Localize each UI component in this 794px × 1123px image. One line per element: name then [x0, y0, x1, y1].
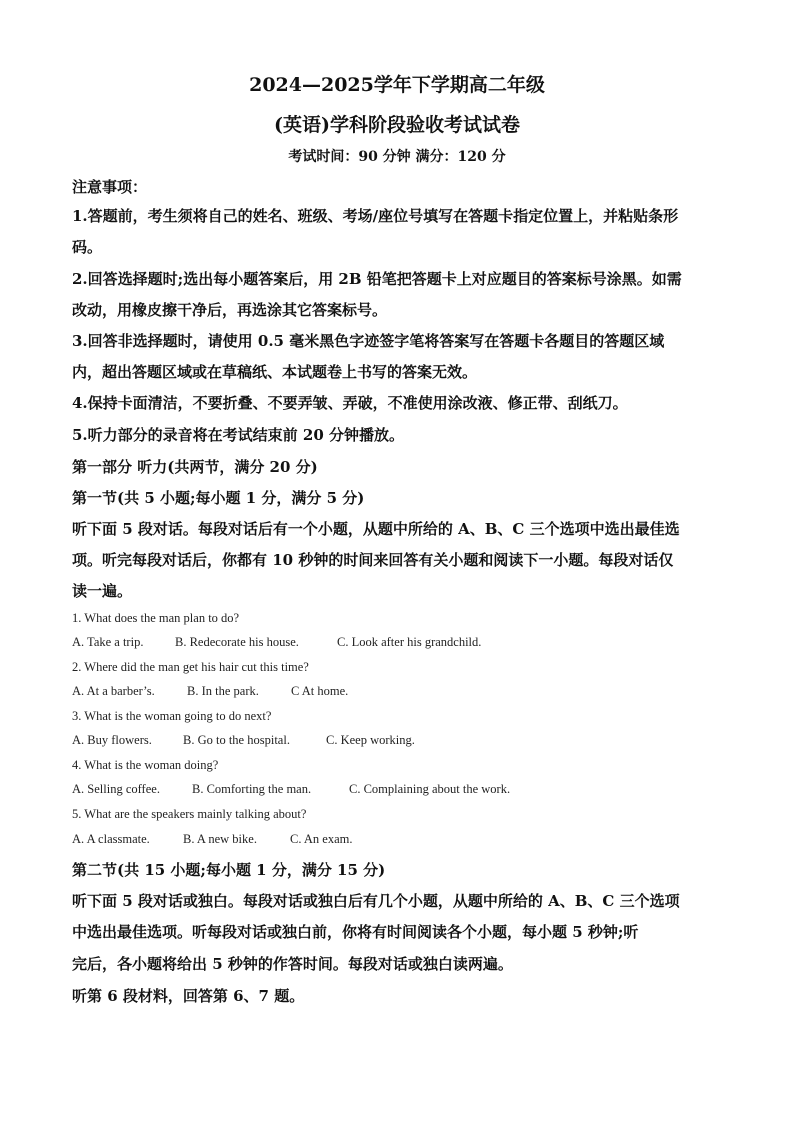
notes-heading: 注意事项：: [72, 178, 148, 196]
option-b: B. Comforting the man.: [192, 782, 312, 796]
option-b: B. Go to the hospital.: [183, 733, 290, 747]
option-b: B. In the park.: [187, 684, 259, 698]
question-stem: 4. What is the woman doing?: [72, 758, 219, 772]
option-a: A. At a barber’s.: [72, 684, 155, 698]
option-c: C. Complaining about the work.: [349, 782, 511, 796]
exam-title-line2: (英语)学科阶段验收考试试卷: [274, 114, 520, 136]
question-options: [72, 635, 481, 650]
option-a: A. Take a trip.: [72, 635, 144, 649]
option-c: C. An exam.: [290, 832, 353, 846]
option-a: A. Buy flowers.: [72, 733, 152, 747]
question-options: [72, 733, 415, 748]
note-line: 4.保持卡面清洁，不要折叠、不要弄皱、弄破，不准使用涂改液、修正带、刮纸刀。: [72, 394, 628, 412]
option-c: C At home.: [291, 684, 349, 698]
option-a: A. Selling coffee.: [72, 782, 160, 796]
exam-info: 考试时间：90 分钟 满分：120 分: [288, 149, 506, 165]
note-line: 5.听力部分的录音将在考试结束前 20 分钟播放。: [72, 426, 404, 444]
note-line: 码。: [72, 238, 103, 256]
section2-instruction: 完后，各小题将给出 5 秒钟的作答时间。每段对话或独白读两遍。: [72, 955, 513, 973]
section2-instruction: 听下面 5 段对话或独白。每段对话或独白后有几个小题，从题中所给的 A、B、C 三个选项: [72, 892, 680, 910]
question-options: [72, 782, 510, 797]
note-line: 内，超出答题区域或在草稿纸、本试题卷上书写的答案无效。: [72, 363, 478, 381]
question-stem: 5. What are the speakers mainly talking about?: [72, 807, 307, 821]
note-line: 3.回答非选择题时，请使用 0.5 毫米黑色字迹签字笔将答案写在答题卡各题目的答题区域: [72, 332, 665, 350]
question-stem: 3. What is the woman going to do next?: [72, 709, 272, 723]
note-line: 改动，用橡皮擦干净后，再选涂其它答案标号。: [72, 301, 388, 319]
section1-instruction: 听下面 5 段对话。每段对话后有一个小题，从题中所给的 A、B、C 三个选项中选出最佳选: [72, 520, 680, 538]
option-c: C. Look after his grandchild.: [337, 635, 482, 649]
question-stem: 1. What does the man plan to do?: [72, 611, 240, 625]
note-line: 1.答题前，考生须将自己的姓名、班级、考场/座位号填写在答题卡指定位置上，并粘贴条形: [72, 207, 679, 225]
option-c: C. Keep working.: [326, 733, 415, 747]
option-a: A. A classmate.: [72, 832, 150, 846]
option-b: B. Redecorate his house.: [175, 635, 299, 649]
part1-heading: 第一部分 听力(共两节，满分 20 分): [72, 458, 318, 476]
question-options: [72, 832, 353, 847]
section2-heading: 第二节(共 15 小题;每小题 1 分，满分 15 分): [72, 861, 386, 879]
question-stem: 2. Where did the man get his hair cut this time?: [72, 660, 309, 674]
exam-title-line1: 2024—2025学年下学期高二年级: [249, 74, 545, 96]
section2-instruction: 中选出最佳选项。听每段对话或独白前，你将有时间阅读各个小题，每小题 5 秒钟;听: [72, 923, 639, 941]
material-6-instruction: 听第 6 段材料，回答第 6、7 题。: [72, 987, 305, 1005]
section1-heading: 第一节(共 5 小题;每小题 1 分，满分 5 分): [72, 489, 365, 507]
section1-instruction: 读一遍。: [72, 582, 133, 600]
option-b: B. A new bike.: [183, 832, 257, 846]
note-line: 2.回答选择题时;选出每小题答案后，用 2B 铅笔把答题卡上对应题目的答案标号涂黑。如需: [72, 270, 682, 288]
section1-instruction: 项。听完每段对话后，你都有 10 秒钟的时间来回答有关小题和阅读下一小题。每段对话仅: [72, 551, 674, 569]
question-options: [72, 684, 348, 699]
